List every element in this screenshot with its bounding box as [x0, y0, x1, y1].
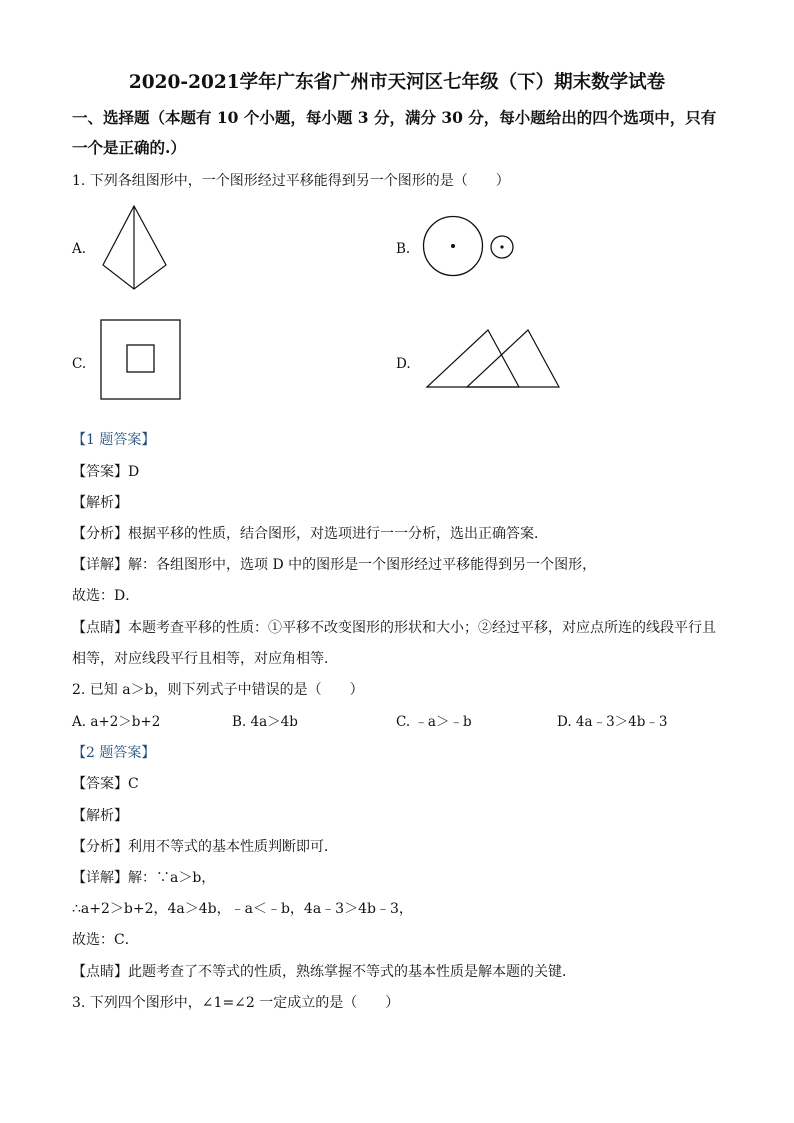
small-circle-center: [500, 245, 503, 248]
q1-option-c-label: C.: [72, 356, 87, 372]
q2-fenxi: 【分析】利用不等式的基本性质判断即可．: [72, 839, 338, 855]
outer-square: [101, 320, 180, 399]
q2-stem: 2. 已知 a＞b，则下列式子中错误的是（ ）: [72, 682, 364, 698]
q1-dianjing-line2: 相等，对应线段平行且相等，对应角相等．: [72, 651, 338, 667]
q1-option-d-figure: [424, 326, 562, 392]
q2-option-a: A. a+2＞b+2: [72, 714, 161, 730]
q2-guxuan: 故选：C．: [72, 932, 139, 948]
q2-dianjing: 【点睛】此题考查了不等式的性质，熟练掌握不等式的基本性质是解本题的关键．: [72, 964, 576, 980]
q1-option-a-label: A.: [72, 241, 87, 257]
q1-analysis-label: 【解析】: [72, 495, 128, 511]
q1-answer: 【答案】D: [72, 464, 140, 480]
q2-answer-header: 【2 题答案】: [72, 745, 156, 761]
section-heading-line1: 一、选择题（本题有 10 个小题，每小题 3 分，满分 30 分，每小题给出的四个选项中，只有: [72, 108, 717, 127]
q1-option-b-figure: [420, 214, 520, 280]
section-heading-line2: 一个是正确的.）: [72, 138, 186, 157]
q1-option-d-label: D.: [396, 356, 411, 372]
q1-option-b-label: B.: [396, 241, 411, 257]
q1-xiangjie: 【详解】解：各组图形中，选项 D 中的图形是一个图形经过平移能得到另一个图形，: [72, 557, 597, 573]
q1-fenxi: 【分析】根据平移的性质，结合图形，对选项进行一一分析，选出正确答案．: [72, 526, 548, 542]
triangle-original: [427, 330, 519, 387]
q2-option-c: C. ﹣a＞﹣b: [396, 714, 472, 730]
q2-xiangjie: 【详解】解：∵a＞b，: [72, 870, 216, 886]
q1-option-c-figure: [98, 316, 186, 404]
q1-guxuan: 故选：D．: [72, 588, 140, 604]
triangle-translated: [467, 330, 559, 387]
q1-answer-header: 【1 题答案】: [72, 432, 156, 448]
page-title: 2020-2021学年广东省广州市天河区七年级（下）期末数学试卷: [128, 72, 666, 93]
q2-answer: 【答案】C: [72, 776, 139, 792]
q2-steps: ∴a+2＞b+2，4a＞4b，﹣a＜﹣b，4a﹣3＞4b﹣3，: [72, 901, 413, 917]
q3-stem: 3. 下列四个图形中，∠1=∠2 一定成立的是（ ）: [72, 995, 400, 1011]
q2-option-b: B. 4a＞4b: [232, 714, 298, 730]
q1-stem: 1. 下列各组图形中，一个图形经过平移能得到另一个图形的是（ ）: [72, 173, 510, 189]
q2-analysis-label: 【解析】: [72, 808, 128, 824]
inner-square: [127, 345, 154, 372]
q1-dianjing-line1: 【点睛】本题考查平移的性质：①平移不改变图形的形状和大小；②经过平移，对应点所连的线段平行且: [72, 620, 716, 636]
q1-option-a-figure: [100, 203, 170, 293]
q2-option-d: D. 4a﹣3＞4b﹣3: [557, 714, 668, 730]
large-circle-center: [451, 244, 455, 248]
